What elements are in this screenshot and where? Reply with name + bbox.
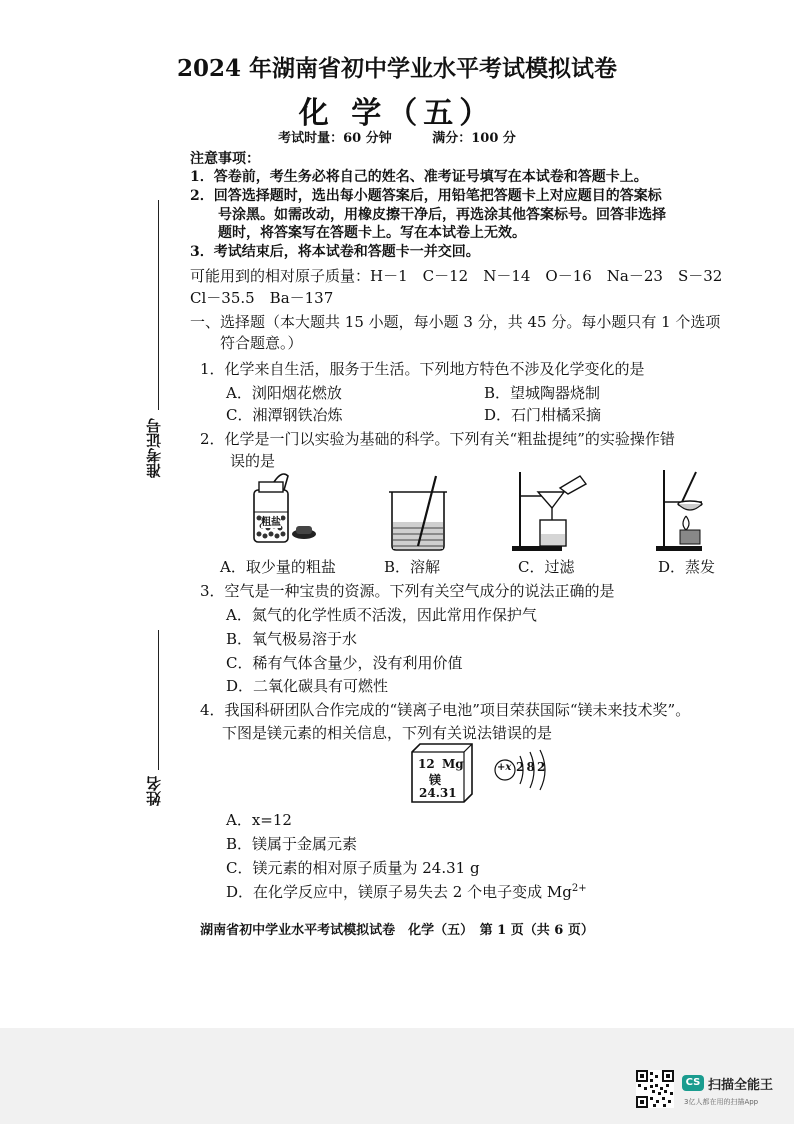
- q4-option-d-text: D．在化学反应中，镁原子易失去 2 个电子变成 Mg: [226, 883, 572, 901]
- note-line: 号涂黑。如需改动，用橡皮擦干净后，再选涂其他答案标号。回答非选择: [190, 207, 666, 223]
- scanner-app-name: 扫描全能王: [708, 1078, 774, 1093]
- filtration-figure: [510, 468, 590, 552]
- notes-title: 注意事项：: [190, 151, 260, 167]
- cell-symbol: Mg: [442, 757, 464, 771]
- q4-stem: 4．我国科研团队合作完成的“镁离子电池”项目荣获国际“镁未来技术奖”。: [200, 701, 691, 719]
- q4-option-c: C．镁元素的相对原子质量为 24.31 g: [226, 859, 480, 877]
- qr-code-icon: [636, 1070, 674, 1108]
- q4-option-a: A．x=12: [226, 811, 292, 829]
- exam-title: 2024 年湖南省初中学业水平考试模拟试卷: [176, 55, 618, 82]
- q2-option-c: C．过滤: [518, 558, 575, 576]
- q1-option-a: A．浏阳烟花燃放: [226, 384, 342, 402]
- scanner-logo-icon: CS: [682, 1075, 704, 1091]
- q2-option-b: B．溶解: [384, 558, 441, 576]
- q3-option-c: C．稀有气体含量少，没有利用价值: [226, 654, 463, 672]
- q4-option-b: B．镁属于金属元素: [226, 835, 358, 853]
- exam-score: 满分：100 分: [432, 131, 516, 146]
- name-line: [158, 630, 159, 770]
- q3-stem: 3．空气是一种宝贵的资源。下列有关空气成分的说法正确的是: [200, 582, 615, 600]
- section-heading-cont: 符合题意。）: [190, 334, 303, 352]
- q1-option-d: D．石门柑橘采摘: [484, 406, 602, 424]
- exam-meta: [0, 127, 794, 146]
- q2-stem-cont: 误的是: [200, 452, 276, 470]
- cell-name: 镁: [429, 773, 442, 787]
- note-line: 题时，将答案写在答题卡上。写在本试卷上无效。: [190, 225, 526, 241]
- scan-background: [0, 1028, 794, 1124]
- q3-option-d: D．二氧化碳具有可燃性: [226, 677, 389, 695]
- exam-time: 考试时量：60 分钟: [278, 131, 392, 146]
- atomic-masses-line1: 可能用到的相对原子质量：H－1 C－12 N－14 O－16 Na－23 S－32: [190, 267, 723, 285]
- salt-jar-figure: [244, 468, 324, 550]
- evaporation-figure: [652, 466, 722, 552]
- scanner-tagline: 3亿人都在用的扫描App: [684, 1098, 759, 1106]
- dissolve-figure: [384, 472, 454, 552]
- subject-title: 化 学（五）: [298, 96, 496, 131]
- note-line: 2．回答选择题时，选出每小题答案后，用铅笔把答题卡上对应题目的答案标: [190, 188, 662, 204]
- exam-id-label: 准考证号: [145, 418, 163, 478]
- cell-mass: 24.31: [419, 786, 457, 800]
- q1-stem: 1．化学来自生活，服务于生活。下列地方特色不涉及化学变化的是: [200, 360, 645, 378]
- section-heading: 一、选择题（本大题共 15 小题，每小题 3 分，共 45 分。每小题只有 1 个选项: [190, 313, 721, 331]
- q3-option-a: A．氮气的化学性质不活泼，因此常用作保护气: [226, 606, 537, 624]
- q1-option-c: C．湘潭钢铁冶炼: [226, 406, 343, 424]
- atom-nucleus: +x: [497, 762, 512, 773]
- q4-option-d-sup: 2+: [571, 883, 587, 894]
- page-footer: 湖南省初中学业水平考试模拟试卷 化学（五） 第 1 页（共 6 页）: [200, 923, 594, 938]
- cell-number: 12: [418, 757, 435, 771]
- atomic-masses-line2: Cl－35.5 Ba－137: [190, 289, 334, 307]
- q3-option-b: B．氧气极易溶于水: [226, 630, 358, 648]
- q4-stem-cont: 下图是镁元素的相关信息，下列有关说法错误的是: [222, 724, 553, 742]
- atom-shells: 2 8 2: [516, 760, 546, 774]
- q2-option-d: D．蒸发: [658, 558, 716, 576]
- q2-option-a: A．取少量的粗盐: [220, 558, 336, 576]
- q2-stem: 2．化学是一门以实验为基础的科学。下列有关“粗盐提纯”的实验操作错: [200, 430, 675, 448]
- q4-option-d: [226, 881, 587, 902]
- exam-id-line: [158, 200, 159, 410]
- note-line: 3．考试结束后，将本试卷和答题卡一并交回。: [190, 244, 480, 260]
- q1-option-b: B．望城陶器烧制: [484, 384, 601, 402]
- jar-label: 粗盐: [261, 513, 281, 528]
- note-line: 1．答卷前，考生务必将自己的姓名、准考证号填写在本试卷和答题卡上。: [190, 169, 648, 185]
- name-label: 姓名: [145, 776, 163, 806]
